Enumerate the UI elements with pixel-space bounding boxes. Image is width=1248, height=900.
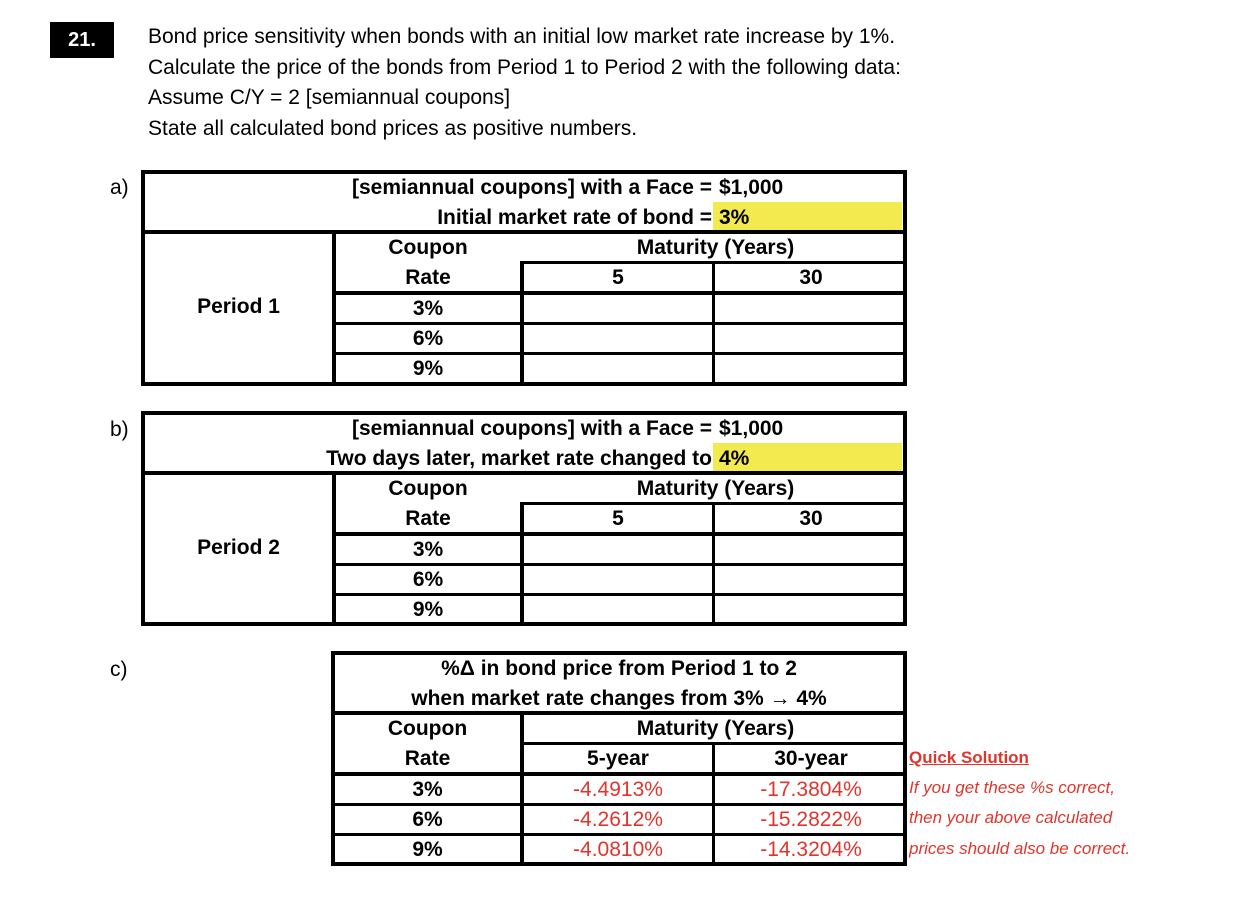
coupon-rate-cell: 3% [412,778,443,801]
rate-header: Rate [404,747,451,770]
quick-solution-line: If you get these %s correct, [909,778,1115,797]
market-rate-value: 4% [719,447,750,470]
maturity-header: Maturity (Years) [636,477,795,500]
face-label: [semiannual coupons] with a Face = [352,176,712,199]
col-30-year: 30 [799,266,823,289]
coupon-rate-cell: 9% [412,598,444,621]
face-label: [semiannual coupons] with a Face = [352,417,712,440]
pct-change-5yr: -4.0810% [573,838,663,861]
change-header-line2: when market rate changes from 3% → 4% [411,687,827,710]
part-b-label: b) [110,418,129,441]
face-value: $1,000 [719,176,784,199]
coupon-rate-cell: 6% [412,808,443,831]
market-rate-value: 3% [719,206,750,229]
pct-change-30yr: -17.3804% [760,778,862,801]
coupon-header: Coupon [388,477,468,500]
period-label: Period 2 [197,536,280,559]
pct-change-30yr: -15.2822% [760,808,862,831]
coupon-header: Coupon [388,236,468,259]
coupon-rate-cell: 9% [412,838,443,861]
part-a-label: a) [110,176,129,199]
quick-solution-title: Quick Solution [909,748,1029,767]
market-rate-label: Two days later, market rate changed to [326,447,712,470]
market-rate-label: Initial market rate of bond = [437,206,712,229]
period-label: Period 1 [197,295,280,318]
question-line: State all calculated bond prices as positive numbers. [148,116,638,140]
rate-header: Rate [405,507,451,530]
maturity-header: Maturity (Years) [636,236,795,259]
part-c-label: c) [110,658,128,681]
coupon-header: Coupon [387,717,468,740]
maturity-header: Maturity (Years) [636,717,795,740]
coupon-rate-cell: 3% [412,297,444,320]
col-5-year: 5 [612,266,624,289]
coupon-rate-cell: 6% [412,568,444,591]
face-value: $1,000 [719,417,784,440]
col-30-year: 30-year [774,747,848,770]
coupon-rate-cell: 3% [412,538,444,561]
question-number: 21. [50,22,114,58]
col-5-year: 5 [612,507,624,530]
col-30-year: 30 [799,507,823,530]
pct-change-30yr: -14.3204% [760,838,862,861]
question-line: Bond price sensitivity when bonds with an initial low market rate increase by 1%. [148,25,896,48]
quick-solution-line: prices should also be correct. [909,839,1131,858]
question-line: Assume C/Y = 2 [semiannual coupons] [148,86,511,109]
question-text [148,22,901,144]
pct-change-5yr: -4.4913% [573,778,663,801]
quick-solution-line: then your above calculated [909,808,1113,827]
col-5-year: 5-year [587,747,649,770]
change-header-line1: %Δ in bond price from Period 1 to 2 [441,657,797,680]
rate-header: Rate [405,266,451,289]
coupon-rate-cell: 6% [412,327,444,350]
question-line: Calculate the price of the bonds from Period 1 to Period 2 with the following data: [148,55,901,79]
pct-change-5yr: -4.2612% [573,808,663,831]
coupon-rate-cell: 9% [412,357,444,380]
